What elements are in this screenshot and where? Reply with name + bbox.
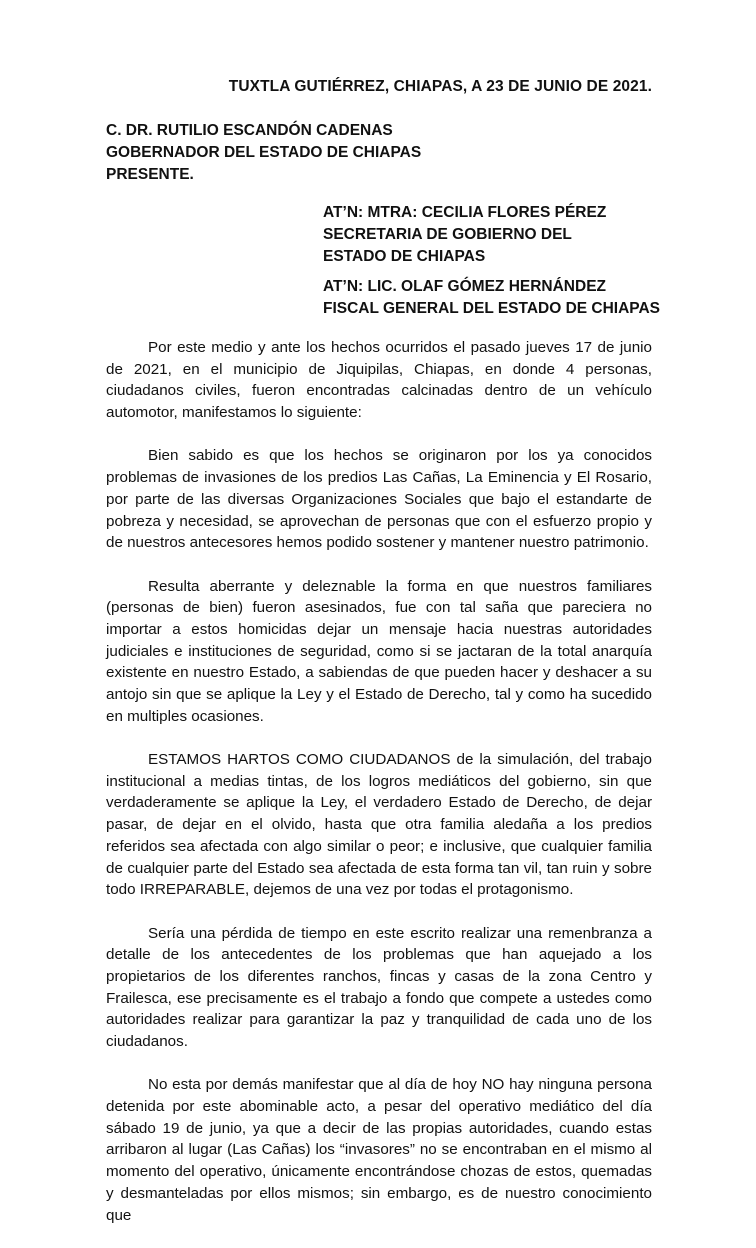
addressee-presente: PRESENTE. <box>106 166 194 183</box>
attention-2-name: AT’N: LIC. OLAF GÓMEZ HERNÁNDEZ <box>323 278 606 295</box>
body-paragraph-6: No esta por demás manifestar que al día de hoy NO hay ninguna persona detenida por este abominable acto, a pesar del operativo mediático del día sábado 19 de junio, ya que a decir de las propias autoridades, cuando estas arribaron al lugar (Las Cañas) los “invasores” no se encontraban en el mismo al momento del operativo, únicamente encontrándose chozas de estos, quemadas y desmanteladas por ellos mismos; sin embargo, es de nuestro conocimiento que <box>106 1076 652 1224</box>
dateline: TUXTLA GUTIÉRREZ, CHIAPAS, A 23 DE JUNIO DE 2021. <box>228 78 652 95</box>
body-paragraph-3: Resulta aberrante y deleznable la forma en que nuestros familiares (personas de bien) fueron asesinados, fue con tal saña que pareciera no importar a estos homicidas dejar un mensaje hacia nuestras autoridades judiciales e instituciones de seguridad, como si se jactaran de la total anarquía existente en nuestro Estado, a sabiendas de que pueden hacer y deshacer a su antojo sin que se aplique la Ley y el Estado de Derecho, tal y como ha sucedido en multiples ocasiones. <box>106 577 652 725</box>
attention-block-1 <box>323 202 606 268</box>
body-paragraph-1: Por este medio y ante los hechos ocurridos el pasado jueves 17 de junio de 2021, en el municipio de Jiquipilas, Chiapas, en donde 4 personas, ciudadanos civiles, fueron encontradas calcinadas dentro de un vehículo automotor, manifestamos lo siguiente: <box>106 339 652 422</box>
body-paragraph-4: ESTAMOS HARTOS COMO CIUDADANOS de la simulación, del trabajo institucional a medias tintas, de los logros mediáticos del gobierno, sin que verdaderamente se aplique la Ley, el verdadero Estado de Derecho, de dejar pasar, de dejar en el olvido, hasta que otra familia aledaña a los predios referidos sea afectada con algo similar o peor; e inclusive, que cualquier familia de cualquier parte del Estado sea afectada de esta forma tan vil, tan ruin y sobre todo IRREPARABLE, dejemos de una vez por todas el protagonismo. <box>106 751 652 899</box>
letter-body <box>106 337 652 1248</box>
attention-1-name: AT’N: MTRA: CECILIA FLORES PÉREZ <box>323 204 607 221</box>
attention-block-2 <box>323 276 660 320</box>
attention-1-title: SECRETARIA DE GOBIERNO DEL <box>323 226 572 243</box>
addressee-name: C. DR. RUTILIO ESCANDÓN CADENAS <box>106 122 393 139</box>
attention-1-title-cont: ESTADO DE CHIAPAS <box>323 248 486 265</box>
addressee-block <box>106 120 421 186</box>
addressee-title: GOBERNADOR DEL ESTADO DE CHIAPAS <box>106 144 422 161</box>
attention-2-title: FISCAL GENERAL DEL ESTADO DE CHIAPAS <box>323 300 661 317</box>
body-paragraph-5: Sería una pérdida de tiempo en este escrito realizar una remenbranza a detalle de los antecedentes de los problemas que han aquejado a los propietarios de los diferentes ranchos, fincas y casas de la zona Centro y Frailesca, ese precisamente es el trabajo a fondo que compete a ustedes como autoridades realizar para garantizar la paz y tranquilidad de cada uno de los ciudadanos. <box>106 924 652 1051</box>
body-paragraph-2: Bien sabido es que los hechos se originaron por los ya conocidos problemas de invasiones de los predios Las Cañas, La Eminencia y El Rosario, por parte de las diversas Organizaciones Sociales que bajo el estandarte de pobreza y necesidad, se aprovechan de personas que con el esfuerzo propio y de nuestros antecesores hemos podido sostener y mantener nuestro patrimonio. <box>106 447 652 552</box>
